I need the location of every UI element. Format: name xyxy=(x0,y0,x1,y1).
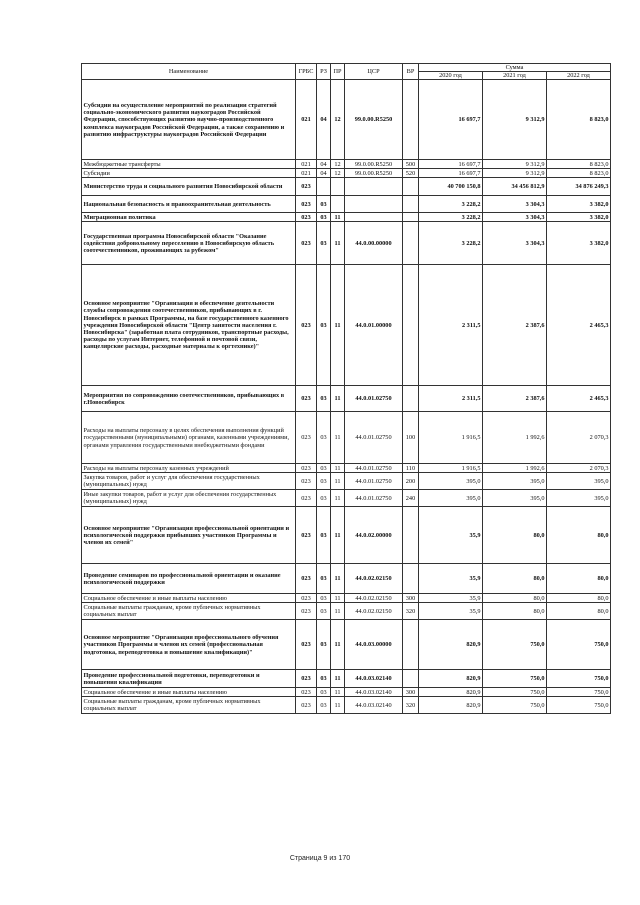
row-sum-2020: 395,0 xyxy=(419,473,483,490)
header-name: Наименование xyxy=(82,64,296,80)
row-name: Проведение профессиональной подготовки, переподготовки и повышения квалификации xyxy=(82,670,296,688)
row-grbs: 021 xyxy=(296,169,317,178)
row-name: Миграционная политика xyxy=(82,213,296,222)
table-row xyxy=(82,603,611,620)
table-row xyxy=(82,688,611,697)
row-grbs: 021 xyxy=(296,160,317,169)
table-row xyxy=(82,697,611,714)
row-sum-2022: 80,0 xyxy=(547,564,611,594)
row-sum-2020: 16 697,7 xyxy=(419,169,483,178)
row-pr: 11 xyxy=(331,473,345,490)
row-rz: 03 xyxy=(317,464,331,473)
row-vr xyxy=(403,222,419,265)
row-name: Национальная безопасность и правоохранительная деятельность xyxy=(82,196,296,213)
row-sum-2020: 1 916,5 xyxy=(419,412,483,464)
header-year-2020: 2020 год xyxy=(419,72,483,80)
row-rz: 03 xyxy=(317,697,331,714)
row-vr: 300 xyxy=(403,594,419,603)
row-csr: 44.0.01.02750 xyxy=(345,412,403,464)
header-grbs: ГРБС xyxy=(296,64,317,80)
row-name: Мероприятия по сопровождению соотечественников, прибывающих в г.Новосибирск xyxy=(82,386,296,412)
row-grbs: 023 xyxy=(296,670,317,688)
row-name: Социальное обеспечение и иные выплаты населению xyxy=(82,594,296,603)
row-name: Министерство труда и социального развития Новосибирской области xyxy=(82,178,296,196)
row-sum-2021: 3 304,3 xyxy=(483,213,547,222)
table-row xyxy=(82,386,611,412)
row-sum-2022: 80,0 xyxy=(547,594,611,603)
row-rz: 03 xyxy=(317,386,331,412)
row-pr: 12 xyxy=(331,80,345,160)
row-rz: 04 xyxy=(317,169,331,178)
row-pr: 11 xyxy=(331,490,345,507)
row-sum-2021: 9 312,9 xyxy=(483,169,547,178)
row-rz: 03 xyxy=(317,688,331,697)
row-sum-2022: 8 823,0 xyxy=(547,80,611,160)
row-rz: 04 xyxy=(317,160,331,169)
row-csr: 44.0.02.02150 xyxy=(345,564,403,594)
row-csr: 44.0.03.02140 xyxy=(345,688,403,697)
row-vr xyxy=(403,178,419,196)
row-rz: 03 xyxy=(317,213,331,222)
row-sum-2021: 2 387,6 xyxy=(483,386,547,412)
row-pr: 11 xyxy=(331,213,345,222)
header-csr: ЦСР xyxy=(345,64,403,80)
row-sum-2022: 80,0 xyxy=(547,603,611,620)
row-sum-2021: 9 312,9 xyxy=(483,80,547,160)
header-rz: РЗ xyxy=(317,64,331,80)
row-name: Социальные выплаты гражданам, кроме публичных нормативных социальных выплат xyxy=(82,697,296,714)
row-csr: 99.0.00.R5250 xyxy=(345,169,403,178)
budget-table xyxy=(81,63,611,714)
row-sum-2020: 35,9 xyxy=(419,564,483,594)
row-vr xyxy=(403,564,419,594)
row-sum-2020: 2 311,5 xyxy=(419,265,483,386)
row-sum-2021: 3 304,3 xyxy=(483,196,547,213)
row-rz xyxy=(317,178,331,196)
row-pr: 11 xyxy=(331,507,345,564)
row-sum-2020: 820,9 xyxy=(419,697,483,714)
row-name: Основное мероприятие "Организация профессиональной ориентации и психологической поддержки прибывших участников Программы и членов их семей" xyxy=(82,507,296,564)
table-row xyxy=(82,620,611,670)
row-csr: 99.0.00.R5250 xyxy=(345,160,403,169)
row-csr: 44.0.03.02140 xyxy=(345,670,403,688)
row-vr xyxy=(403,80,419,160)
row-vr: 300 xyxy=(403,688,419,697)
header-year-2021: 2021 год xyxy=(483,72,547,80)
row-pr: 11 xyxy=(331,670,345,688)
row-csr: 44.0.01.02750 xyxy=(345,473,403,490)
table-row xyxy=(82,490,611,507)
row-vr xyxy=(403,507,419,564)
row-rz: 03 xyxy=(317,603,331,620)
row-sum-2020: 16 697,7 xyxy=(419,160,483,169)
row-pr xyxy=(331,178,345,196)
row-pr: 11 xyxy=(331,594,345,603)
row-sum-2021: 395,0 xyxy=(483,473,547,490)
row-sum-2021: 80,0 xyxy=(483,564,547,594)
row-grbs: 023 xyxy=(296,265,317,386)
table-row xyxy=(82,196,611,213)
row-rz: 03 xyxy=(317,265,331,386)
table-row xyxy=(82,169,611,178)
row-name: Межбюджетные трансферты xyxy=(82,160,296,169)
row-name: Социальное обеспечение и иные выплаты населению xyxy=(82,688,296,697)
row-vr: 320 xyxy=(403,603,419,620)
row-rz: 03 xyxy=(317,564,331,594)
row-sum-2021: 395,0 xyxy=(483,490,547,507)
table-row xyxy=(82,670,611,688)
table-row xyxy=(82,222,611,265)
header-vr: ВР xyxy=(403,64,419,80)
row-csr: 44.0.03.02140 xyxy=(345,697,403,714)
table-body xyxy=(82,80,611,714)
row-name: Закупка товаров, работ и услуг для обеспечения государственных (муниципальных) нужд xyxy=(82,473,296,490)
table-header xyxy=(82,64,611,80)
table-row xyxy=(82,80,611,160)
row-name: Основное мероприятие "Организация и обеспечение деятельности службы сопровождения соотечественников, прибывающих в г. Новосибирск в рамках Программы, на базе государственного казенного учреждения Новосибирской области "Центр занятости населения г. Новосибирска" (заработная плата сотрудников, транспортные расходы, расходы по услугам Интернет, телефонной и почтовой связи, канцелярские расходы, расходные материалы к оргтехнике)" xyxy=(82,265,296,386)
header-sum: Сумма xyxy=(419,64,611,72)
row-grbs: 023 xyxy=(296,603,317,620)
row-csr: 44.0.02.00000 xyxy=(345,507,403,564)
row-pr: 11 xyxy=(331,464,345,473)
row-vr: 100 xyxy=(403,412,419,464)
row-csr: 44.0.01.02750 xyxy=(345,490,403,507)
row-pr: 11 xyxy=(331,386,345,412)
row-name: Субсидии на осуществление мероприятий по реализации стратегий социально-экономического развития наукоградов Российской Федерации, способствующих развитию научно-производственного комплекса наукоградов Российской Федерации, а также сохранению и развитию инфраструктуры наукоградов Российской Федерации xyxy=(82,80,296,160)
row-name: Иные закупки товаров, работ и услуг для обеспечения государственных (муниципальных) нужд xyxy=(82,490,296,507)
row-grbs: 023 xyxy=(296,464,317,473)
row-sum-2021: 2 387,6 xyxy=(483,265,547,386)
row-csr xyxy=(345,213,403,222)
row-grbs: 023 xyxy=(296,697,317,714)
row-sum-2021: 750,0 xyxy=(483,688,547,697)
row-name: Проведение семинаров по профессиональной ориентации и оказание психологической поддержки xyxy=(82,564,296,594)
row-grbs: 023 xyxy=(296,178,317,196)
row-sum-2020: 820,9 xyxy=(419,670,483,688)
table-row xyxy=(82,160,611,169)
row-grbs: 023 xyxy=(296,620,317,670)
row-csr: 44.0.02.02150 xyxy=(345,603,403,620)
row-pr: 11 xyxy=(331,222,345,265)
row-sum-2020: 3 228,2 xyxy=(419,213,483,222)
row-sum-2022: 2 465,3 xyxy=(547,265,611,386)
row-sum-2020: 3 228,2 xyxy=(419,196,483,213)
row-sum-2021: 750,0 xyxy=(483,670,547,688)
row-sum-2022: 395,0 xyxy=(547,473,611,490)
row-name: Субсидии xyxy=(82,169,296,178)
row-sum-2021: 750,0 xyxy=(483,620,547,670)
row-sum-2021: 1 992,6 xyxy=(483,464,547,473)
row-name: Основное мероприятие "Организация профессионального обучения участников Программы и членов их семей (профессиональная подготовка, переподготовка и повышение квалификации)" xyxy=(82,620,296,670)
row-vr: 200 xyxy=(403,473,419,490)
row-sum-2022: 750,0 xyxy=(547,688,611,697)
table-row xyxy=(82,507,611,564)
row-sum-2020: 35,9 xyxy=(419,507,483,564)
table-row xyxy=(82,265,611,386)
row-sum-2022: 8 823,0 xyxy=(547,169,611,178)
row-vr xyxy=(403,620,419,670)
row-pr: 11 xyxy=(331,603,345,620)
row-sum-2021: 80,0 xyxy=(483,507,547,564)
row-grbs: 021 xyxy=(296,80,317,160)
table-row xyxy=(82,473,611,490)
row-pr: 12 xyxy=(331,169,345,178)
row-sum-2022: 750,0 xyxy=(547,620,611,670)
row-vr: 520 xyxy=(403,169,419,178)
row-name: Государственная программа Новосибирской области "Оказание содействия добровольному переселению в Новосибирскую область соотечественников, проживающих за рубежом" xyxy=(82,222,296,265)
row-sum-2020: 395,0 xyxy=(419,490,483,507)
row-sum-2021: 3 304,3 xyxy=(483,222,547,265)
row-name: Социальные выплаты гражданам, кроме публичных нормативных социальных выплат xyxy=(82,603,296,620)
row-rz: 03 xyxy=(317,222,331,265)
row-grbs: 023 xyxy=(296,412,317,464)
row-sum-2022: 34 876 249,3 xyxy=(547,178,611,196)
row-sum-2022: 2 070,3 xyxy=(547,464,611,473)
row-grbs: 023 xyxy=(296,490,317,507)
row-vr xyxy=(403,265,419,386)
row-rz: 03 xyxy=(317,670,331,688)
row-sum-2022: 750,0 xyxy=(547,697,611,714)
row-sum-2020: 3 228,2 xyxy=(419,222,483,265)
row-csr xyxy=(345,178,403,196)
row-grbs: 023 xyxy=(296,386,317,412)
row-grbs: 023 xyxy=(296,594,317,603)
row-rz: 03 xyxy=(317,620,331,670)
row-csr: 44.0.02.02150 xyxy=(345,594,403,603)
row-pr: 11 xyxy=(331,265,345,386)
row-rz: 03 xyxy=(317,594,331,603)
page-number: Страница 9 из 170 xyxy=(289,855,351,862)
row-vr xyxy=(403,386,419,412)
row-sum-2022: 3 382,0 xyxy=(547,222,611,265)
row-sum-2022: 395,0 xyxy=(547,490,611,507)
row-rz: 03 xyxy=(317,473,331,490)
row-sum-2021: 750,0 xyxy=(483,697,547,714)
row-sum-2021: 34 456 812,9 xyxy=(483,178,547,196)
row-vr xyxy=(403,213,419,222)
row-sum-2021: 80,0 xyxy=(483,603,547,620)
table-row xyxy=(82,464,611,473)
row-rz: 03 xyxy=(317,412,331,464)
table-row xyxy=(82,594,611,603)
row-pr: 11 xyxy=(331,620,345,670)
row-name: Расходы на выплаты персоналу казенных учреждений xyxy=(82,464,296,473)
row-vr: 240 xyxy=(403,490,419,507)
row-vr: 500 xyxy=(403,160,419,169)
table-row xyxy=(82,564,611,594)
row-vr xyxy=(403,670,419,688)
table-row xyxy=(82,412,611,464)
row-grbs: 023 xyxy=(296,222,317,265)
row-sum-2020: 1 916,5 xyxy=(419,464,483,473)
row-vr: 110 xyxy=(403,464,419,473)
row-rz: 03 xyxy=(317,196,331,213)
row-csr: 44.0.01.00000 xyxy=(345,265,403,386)
row-pr xyxy=(331,196,345,213)
row-rz: 04 xyxy=(317,80,331,160)
row-sum-2020: 35,9 xyxy=(419,594,483,603)
row-grbs: 023 xyxy=(296,564,317,594)
row-sum-2020: 820,9 xyxy=(419,620,483,670)
row-csr: 44.0.01.02750 xyxy=(345,386,403,412)
row-sum-2022: 3 382,0 xyxy=(547,213,611,222)
row-vr xyxy=(403,196,419,213)
header-year-2022: 2022 год xyxy=(547,72,611,80)
row-sum-2022: 8 823,0 xyxy=(547,160,611,169)
row-pr: 11 xyxy=(331,688,345,697)
row-csr: 99.0.00.R5250 xyxy=(345,80,403,160)
row-pr: 11 xyxy=(331,697,345,714)
row-sum-2022: 750,0 xyxy=(547,670,611,688)
row-sum-2022: 3 382,0 xyxy=(547,196,611,213)
table-row xyxy=(82,213,611,222)
row-vr: 320 xyxy=(403,697,419,714)
row-pr: 11 xyxy=(331,412,345,464)
row-sum-2021: 9 312,9 xyxy=(483,160,547,169)
row-rz: 03 xyxy=(317,490,331,507)
row-grbs: 023 xyxy=(296,196,317,213)
row-sum-2020: 2 311,5 xyxy=(419,386,483,412)
row-sum-2021: 80,0 xyxy=(483,594,547,603)
row-csr: 44.0.03.00000 xyxy=(345,620,403,670)
row-csr: 44.0.01.02750 xyxy=(345,464,403,473)
row-csr xyxy=(345,196,403,213)
row-sum-2022: 80,0 xyxy=(547,507,611,564)
row-grbs: 023 xyxy=(296,688,317,697)
table-row xyxy=(82,178,611,196)
row-grbs: 023 xyxy=(296,213,317,222)
row-sum-2022: 2 465,3 xyxy=(547,386,611,412)
row-name: Расходы на выплаты персоналу в целях обеспечения выполнения функций государственными (муниципальными) органами, казенными учреждениями, органами управления государственными внебюджетными фондами xyxy=(82,412,296,464)
row-rz: 03 xyxy=(317,507,331,564)
row-sum-2022: 2 070,3 xyxy=(547,412,611,464)
row-sum-2020: 40 700 150,8 xyxy=(419,178,483,196)
row-sum-2021: 1 992,6 xyxy=(483,412,547,464)
row-grbs: 023 xyxy=(296,473,317,490)
header-pr: ПР xyxy=(331,64,345,80)
row-grbs: 023 xyxy=(296,507,317,564)
row-sum-2020: 16 697,7 xyxy=(419,80,483,160)
row-sum-2020: 820,9 xyxy=(419,688,483,697)
row-pr: 11 xyxy=(331,564,345,594)
row-pr: 12 xyxy=(331,160,345,169)
row-csr: 44.0.00.00000 xyxy=(345,222,403,265)
row-sum-2020: 35,9 xyxy=(419,603,483,620)
